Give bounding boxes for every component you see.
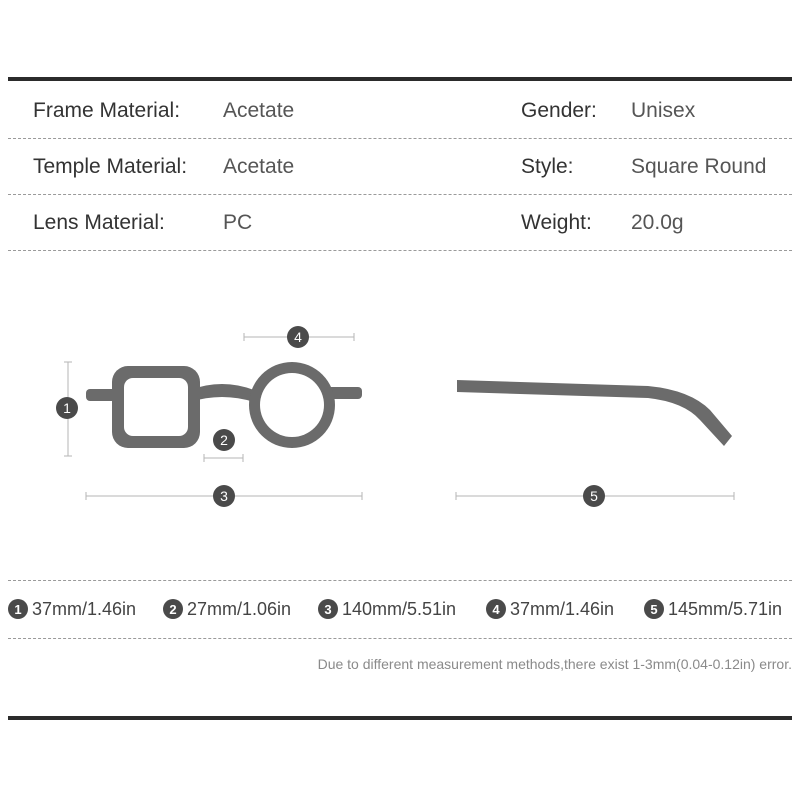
frame-material-label: Frame Material: <box>33 99 181 122</box>
temple-material-value: Acetate <box>223 155 295 178</box>
spec-style <box>521 155 767 179</box>
row-divider <box>8 194 792 195</box>
measure-top-divider <box>8 580 792 581</box>
svg-text:1: 1 <box>63 400 71 416</box>
top-divider <box>8 77 792 81</box>
spec-gender <box>521 99 696 123</box>
measure-badge: 1 <box>8 599 28 619</box>
gender-label: Gender: <box>521 99 597 122</box>
svg-text:4: 4 <box>294 329 302 345</box>
svg-text:3: 3 <box>220 488 228 504</box>
marker-1 <box>56 397 78 419</box>
weight-value: 20.0g <box>631 211 684 234</box>
measurement-item <box>644 597 782 621</box>
lens-material-label: Lens Material: <box>33 211 165 234</box>
measure-badge: 4 <box>486 599 506 619</box>
temple-side-view <box>457 380 732 446</box>
marker-3 <box>213 485 235 507</box>
measure-badge: 5 <box>644 599 664 619</box>
row-divider <box>8 138 792 139</box>
marker-4 <box>287 326 309 348</box>
gender-value: Unisex <box>631 99 696 122</box>
error-note: Due to different measurement methods,there exist 1-3mm(0.04-0.12in) error. <box>317 656 792 672</box>
style-label: Style: <box>521 155 574 178</box>
measure-text: 37mm/1.46in <box>32 598 137 619</box>
spec-lens-material <box>33 211 253 235</box>
svg-text:5: 5 <box>590 488 598 504</box>
svg-text:2: 2 <box>220 432 228 448</box>
measure-text: 27mm/1.06in <box>187 598 292 619</box>
temple-material-label: Temple Material: <box>33 155 188 178</box>
measure-badge: 3 <box>318 599 338 619</box>
measurement-item <box>318 597 456 621</box>
measurement-item <box>486 597 614 621</box>
style-value: Square Round <box>631 155 767 178</box>
row-divider <box>8 250 792 251</box>
spec-temple-material <box>33 155 295 179</box>
measure-text: 37mm/1.46in <box>510 598 615 619</box>
weight-label: Weight: <box>521 211 592 234</box>
measurement-item <box>163 597 291 621</box>
measure-badge: 2 <box>163 599 183 619</box>
marker-5 <box>583 485 605 507</box>
marker-2 <box>213 429 235 451</box>
measure-text: 140mm/5.51in <box>342 598 457 619</box>
glasses-diagram <box>0 300 800 530</box>
measure-text: 145mm/5.71in <box>668 598 783 619</box>
square-lens <box>124 378 188 436</box>
measure-bottom-divider <box>8 638 792 639</box>
lens-material-value: PC <box>223 211 253 234</box>
bottom-divider <box>8 716 792 720</box>
spec-frame-material <box>33 99 295 123</box>
round-lens <box>260 373 324 437</box>
measurement-item <box>8 597 136 621</box>
spec-weight <box>521 211 684 235</box>
frame-material-value: Acetate <box>223 99 295 122</box>
